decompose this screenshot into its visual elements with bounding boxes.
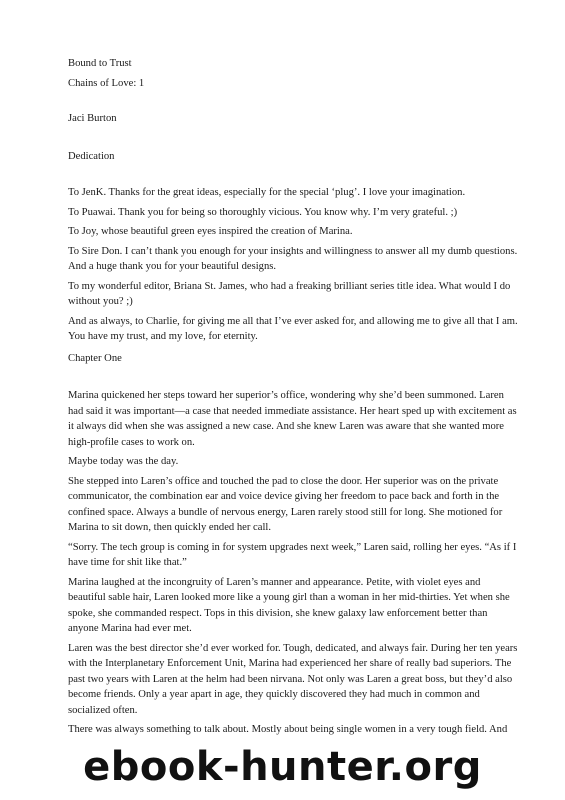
chapter-paragraph: Maybe today was the day. [68,456,179,467]
chapter-paragraph: “Sorry. The tech group is coming in for system upgrades next week,” Laren said, rolling her eyes. “As if I have time for shit like that.” [68,541,517,568]
chapter-paragraph: There was always something to talk about. Mostly about being single women in a very tough field. And [68,724,508,735]
chapter-body [68,388,518,742]
series-title: Chains of Love: 1 [68,78,145,89]
chapter-paragraph: Laren was the best director she’d ever worked for. Tough, dedicated, and always fair. During her ten years with the Interplanetary Enforcement Unit, Marina had experienced her share of really bad superiors. The past two years with Laren at the helm had been nirvana. Not only was Laren a great boss, but they’d also become friends. Only a year apart in age, they quickly discovered they had much in common and socialized often. [68,642,518,716]
dedication-paragraph: And as always, to Charlie, for giving me all that I’ve ever asked for, and allowing me to give all that I am. You have my trust, and my love, for eternity. [68,315,518,342]
book-title: Bound to Trust [68,58,132,69]
chapter-paragraph: Marina quickened her steps toward her superior’s office, wondering why she’d been summoned. Laren had said it was important—a case that needed immediate assistance. Her heart sped up with excitement as it always did when she was assigned a new case. And she knew Laren was aware that she wanted more high-profile cases to work on. [68,390,517,448]
chapter-paragraph: She stepped into Laren’s office and touched the pad to close the door. Her superior was on the private communicator, the combination ear and voice device giving her freedom to pace back and forth in the confined space. Always a bundle of nervous energy, Laren rarely stood still for long. She motioned for Marina to sit down, then quickly ended her call. [68,475,503,533]
dedication-paragraph: To Joy, whose beautiful green eyes inspired the creation of Marina. [68,226,353,237]
dedication-section [68,185,518,349]
dedication-heading: Dedication [68,151,115,162]
dedication-paragraph: To Puawai. Thank you for being so thoroughly vicious. You know why. I’m very grateful. ;) [68,206,458,218]
chapter-title: Chapter One [68,353,122,364]
watermark: ebook-hunter.org [83,744,482,790]
chapter-paragraph: Marina laughed at the incongruity of Laren’s manner and appearance. Petite, with violet eyes and beautiful sable hair, Laren looked more like a young girl than a woman in her mid-thirties. Yet when she spoke, she commanded respect. Tops in this division, she knew galaxy law enforcement better than anyone Marina had ever met. [68,576,510,634]
dedication-paragraph: To my wonderful editor, Briana St. James, who had a freaking brilliant series title idea. What would I do without you? ;) [68,280,511,307]
author-name: Jaci Burton [68,113,117,124]
dedication-paragraph: To JenK. Thanks for the great ideas, especially for the special ‘plug’. I love your imagination. [68,187,466,198]
dedication-paragraph: To Sire Don. I can’t thank you enough for your insights and willingness to answer all my dumb questions. And a huge thank you for your beautiful designs. [68,245,518,272]
